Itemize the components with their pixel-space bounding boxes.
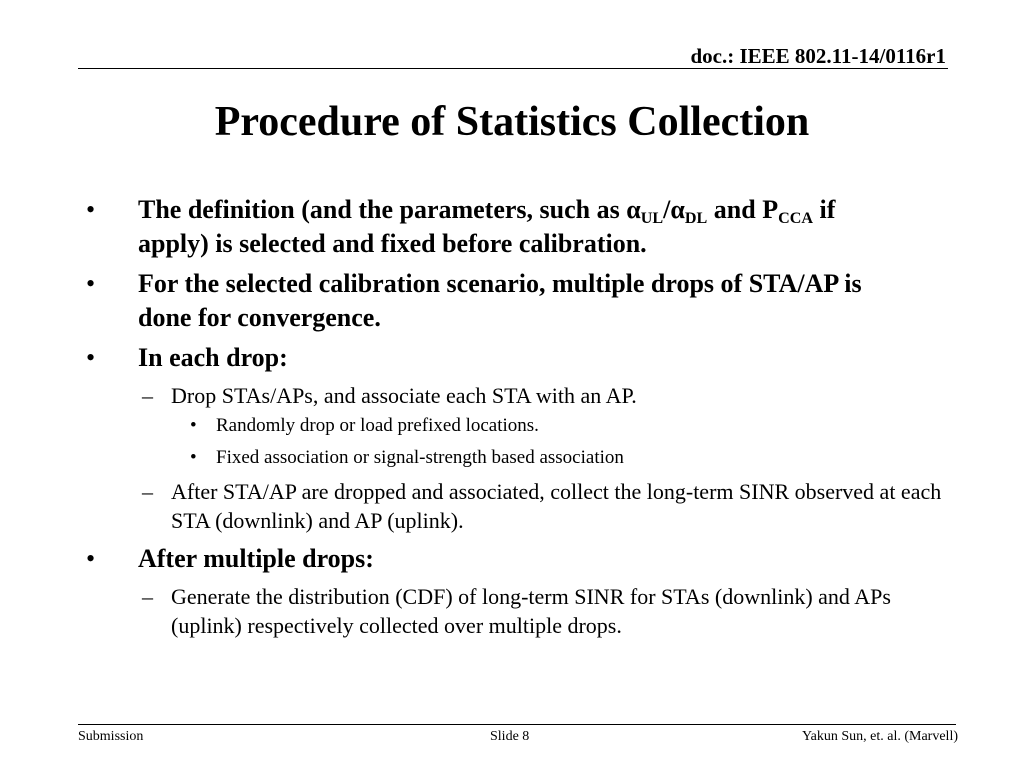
bullet-marker: • — [86, 269, 96, 298]
sub-bullet-text: Generate the distribution (CDF) of long-term SINR for STAs (downlink) and APs (uplink) respectively collected over multiple drops. — [171, 584, 891, 638]
bullet-text: For the selected calibration scenario, multiple drops of STA/AP is done for convergence. — [138, 269, 862, 332]
subscript-cca: CCA — [778, 209, 814, 227]
dash-marker: – — [142, 584, 153, 609]
bullet-after-drops — [0, 542, 898, 576]
sub-bullet-text: After STA/AP are dropped and associated, collect the long-term SINR observed at each STA (downlink) and AP (uplink). — [171, 479, 942, 533]
footer-submission: Submission — [78, 729, 144, 744]
sub-bullet-text: Drop STAs/APs, and associate each STA with an AP. — [171, 383, 637, 408]
dash-marker: – — [142, 383, 153, 408]
alpha-symbol: α — [670, 195, 685, 224]
small-bullet-marker: • — [190, 415, 197, 436]
footer-slide-number: Slide 8 — [490, 729, 530, 744]
bullet-marker: • — [86, 544, 96, 573]
sub-bullet-generate-cdf — [0, 582, 951, 640]
document-id: doc.: IEEE 802.11-14/0116r1 — [690, 44, 946, 68]
sub-sub-bullet-text: Randomly drop or load prefixed locations. — [216, 415, 539, 436]
p-symbol: P — [762, 195, 779, 224]
bullet-text: In each drop: — [138, 343, 288, 372]
bullet-calibration-scenario — [0, 267, 898, 335]
conjunction: and — [707, 195, 763, 224]
bullet-each-drop — [0, 341, 898, 375]
subscript-dl: DL — [684, 209, 708, 227]
dash-marker: – — [142, 479, 153, 504]
footer-divider — [78, 724, 956, 725]
sub-sub-bullet-text: Fixed association or signal-strength based association — [216, 447, 624, 468]
footer-author: Yakun Sun, et. al. (Marvell) — [801, 729, 958, 744]
slash: / — [663, 195, 671, 224]
bullet-marker: • — [86, 195, 96, 224]
small-bullet-marker: • — [190, 447, 197, 468]
sub-bullet-drop-stas — [0, 381, 951, 410]
header-divider — [78, 68, 948, 69]
bullet-marker: • — [86, 343, 96, 372]
alpha-symbol: α — [626, 195, 641, 224]
bullet-text: After multiple drops: — [138, 544, 374, 573]
bullet-definition — [0, 193, 898, 261]
subscript-ul: UL — [640, 209, 664, 227]
sub-sub-bullet-association — [0, 445, 976, 471]
sub-sub-bullet-random-drop — [0, 413, 976, 439]
slide-body — [0, 193, 1024, 643]
bullet-text: if apply) is selected and fixed before calibration. — [138, 195, 836, 258]
sub-bullet-collect-sinr — [0, 477, 951, 535]
bullet-text: The definition (and the parameters, such as — [138, 195, 627, 224]
slide-title: Procedure of Statistics Collection — [214, 99, 810, 145]
